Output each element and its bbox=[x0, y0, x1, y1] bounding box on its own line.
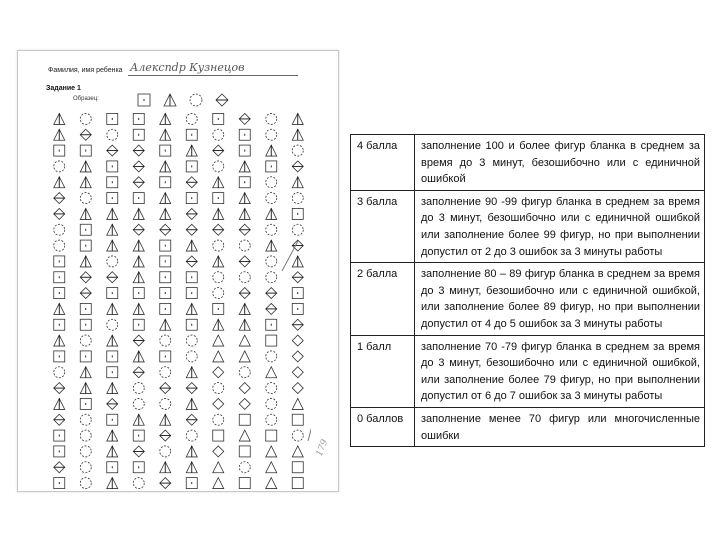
triangle-figure bbox=[266, 367, 277, 378]
circle-figure bbox=[266, 351, 277, 362]
circle-figure bbox=[213, 414, 224, 425]
circle-figure bbox=[266, 129, 277, 140]
circle-figure bbox=[213, 129, 224, 140]
square-figure bbox=[239, 414, 250, 425]
circle-figure bbox=[133, 398, 144, 409]
circle-figure bbox=[292, 224, 303, 235]
circle-figure bbox=[160, 367, 171, 378]
criteria-cell: заполнение 100 и более фигур бланка в среднем за время до 3 минут, безошибочно или с единичной ошибкой bbox=[415, 135, 705, 191]
circle-figure bbox=[160, 335, 171, 346]
circle-figure bbox=[80, 193, 91, 204]
square-figure bbox=[213, 430, 224, 441]
circle-figure bbox=[186, 113, 197, 124]
circle-figure bbox=[186, 351, 197, 362]
points-cell: 0 баллов bbox=[351, 407, 415, 446]
sample-figures-row bbox=[136, 91, 256, 109]
circle-figure bbox=[54, 224, 65, 235]
table-row bbox=[351, 263, 705, 335]
circle-figure bbox=[213, 288, 224, 299]
table-row bbox=[351, 335, 705, 407]
square-figure bbox=[292, 478, 303, 489]
figure-grid bbox=[46, 111, 311, 491]
circle-figure bbox=[239, 240, 250, 251]
triangle-figure bbox=[213, 462, 224, 473]
triangle-figure bbox=[239, 430, 250, 441]
criteria-cell: заполнение 80 – 89 фигур бланка в среднем за время до 3 минут, безошибочно или с единичной ошибкой, или заполнение более 89 фигур, но при выполнении допустил от 4 до 5 ошибок за 3 минуты работы bbox=[415, 263, 705, 335]
child-name-label: Фамилия, имя ребенка bbox=[48, 67, 123, 74]
handwritten-margin-mark: 179 bbox=[314, 438, 331, 458]
worksheet-scan bbox=[17, 50, 339, 492]
points-cell: 1 балл bbox=[351, 335, 415, 407]
triangle-figure bbox=[266, 446, 277, 457]
pencil-stroke bbox=[282, 241, 298, 271]
circle-figure bbox=[160, 446, 171, 457]
circle-figure bbox=[266, 414, 277, 425]
diamond-figure bbox=[292, 383, 303, 394]
handwritten-child-name: Алексndр Кузнецов bbox=[130, 61, 245, 74]
square-figure bbox=[239, 446, 250, 457]
square-figure bbox=[292, 462, 303, 473]
criteria-cell: заполнение 70 -79 фигур бланка в среднем за время до 3 минут, безошибочно или с единичной ошибкой, или заполнение более 79 фигур, но при выполнении допустил от 6 до 7 ошибок за 3 минуты работы bbox=[415, 335, 705, 407]
circle-figure bbox=[133, 383, 144, 394]
circle-figure bbox=[213, 383, 224, 394]
triangle-figure bbox=[239, 335, 250, 346]
points-cell: 2 балла bbox=[351, 263, 415, 335]
diamond-figure bbox=[213, 398, 224, 409]
diamond-figure bbox=[292, 351, 303, 362]
points-cell: 4 балла bbox=[351, 135, 415, 191]
square-figure bbox=[266, 335, 277, 346]
circle-figure bbox=[266, 113, 277, 124]
circle-figure bbox=[54, 240, 65, 251]
triangle-figure bbox=[266, 462, 277, 473]
circle-figure bbox=[266, 224, 277, 235]
triangle-figure bbox=[213, 478, 224, 489]
circle-figure bbox=[186, 430, 197, 441]
circle-figure bbox=[160, 398, 171, 409]
table-row bbox=[351, 407, 705, 446]
pencil-stroke bbox=[308, 411, 311, 441]
criteria-cell: заполнение 90 -99 фигур бланка в среднем за время до 3 минут, безошибочно или с единичной ошибкой или заполнение более 99 фигур, но при выполнении допустил от 2 до 3 ошибок за 3 минуты работы bbox=[415, 190, 705, 262]
circle-figure bbox=[54, 161, 65, 172]
triangle-figure bbox=[213, 335, 224, 346]
triangle-figure bbox=[292, 446, 303, 457]
circle-figure bbox=[54, 367, 65, 378]
square-figure bbox=[239, 478, 250, 489]
circle-figure bbox=[80, 446, 91, 457]
diamond-figure bbox=[239, 383, 250, 394]
circle-figure bbox=[213, 161, 224, 172]
circle-figure bbox=[107, 129, 118, 140]
circle-figure bbox=[292, 145, 303, 156]
circle-figure bbox=[186, 335, 197, 346]
diamond-figure bbox=[292, 367, 303, 378]
scoring-table bbox=[350, 134, 705, 447]
circle-figure bbox=[292, 430, 303, 441]
circle-figure bbox=[80, 478, 91, 489]
circle-figure bbox=[266, 177, 277, 188]
circle-figure bbox=[239, 272, 250, 283]
circle-figure bbox=[292, 193, 303, 204]
circle-figure bbox=[213, 240, 224, 251]
circle-figure bbox=[266, 256, 277, 267]
diamond-figure bbox=[292, 335, 303, 346]
sample-label: Образец: bbox=[73, 96, 99, 102]
circle-figure bbox=[266, 383, 277, 394]
circle-figure bbox=[107, 319, 118, 330]
circle-figure bbox=[80, 430, 91, 441]
circle-figure bbox=[80, 335, 91, 346]
triangle-figure bbox=[239, 351, 250, 362]
circle-figure bbox=[266, 398, 277, 409]
circle-figure bbox=[80, 414, 91, 425]
circle-figure bbox=[80, 462, 91, 473]
points-cell: 3 балла bbox=[351, 190, 415, 262]
circle-figure bbox=[239, 367, 250, 378]
name-underline bbox=[128, 75, 298, 76]
task-title: Задание 1 bbox=[46, 85, 81, 92]
triangle-figure bbox=[292, 398, 303, 409]
square-figure bbox=[292, 414, 303, 425]
triangle-figure bbox=[266, 478, 277, 489]
table-row bbox=[351, 135, 705, 191]
diamond-figure bbox=[213, 446, 224, 457]
circle-figure bbox=[266, 272, 277, 283]
diamond-figure bbox=[213, 367, 224, 378]
square-figure bbox=[266, 430, 277, 441]
circle-figure bbox=[80, 113, 91, 124]
criteria-cell: заполнение менее 70 фигур или многочисленные ошибки bbox=[415, 407, 705, 446]
circle-figure bbox=[266, 193, 277, 204]
circle-figure bbox=[239, 462, 250, 473]
circle-figure bbox=[213, 272, 224, 283]
circle-figure bbox=[133, 478, 144, 489]
circle-figure bbox=[107, 256, 118, 267]
diamond-figure bbox=[239, 398, 250, 409]
circle-figure bbox=[190, 94, 202, 106]
triangle-figure bbox=[213, 351, 224, 362]
table-row bbox=[351, 190, 705, 262]
